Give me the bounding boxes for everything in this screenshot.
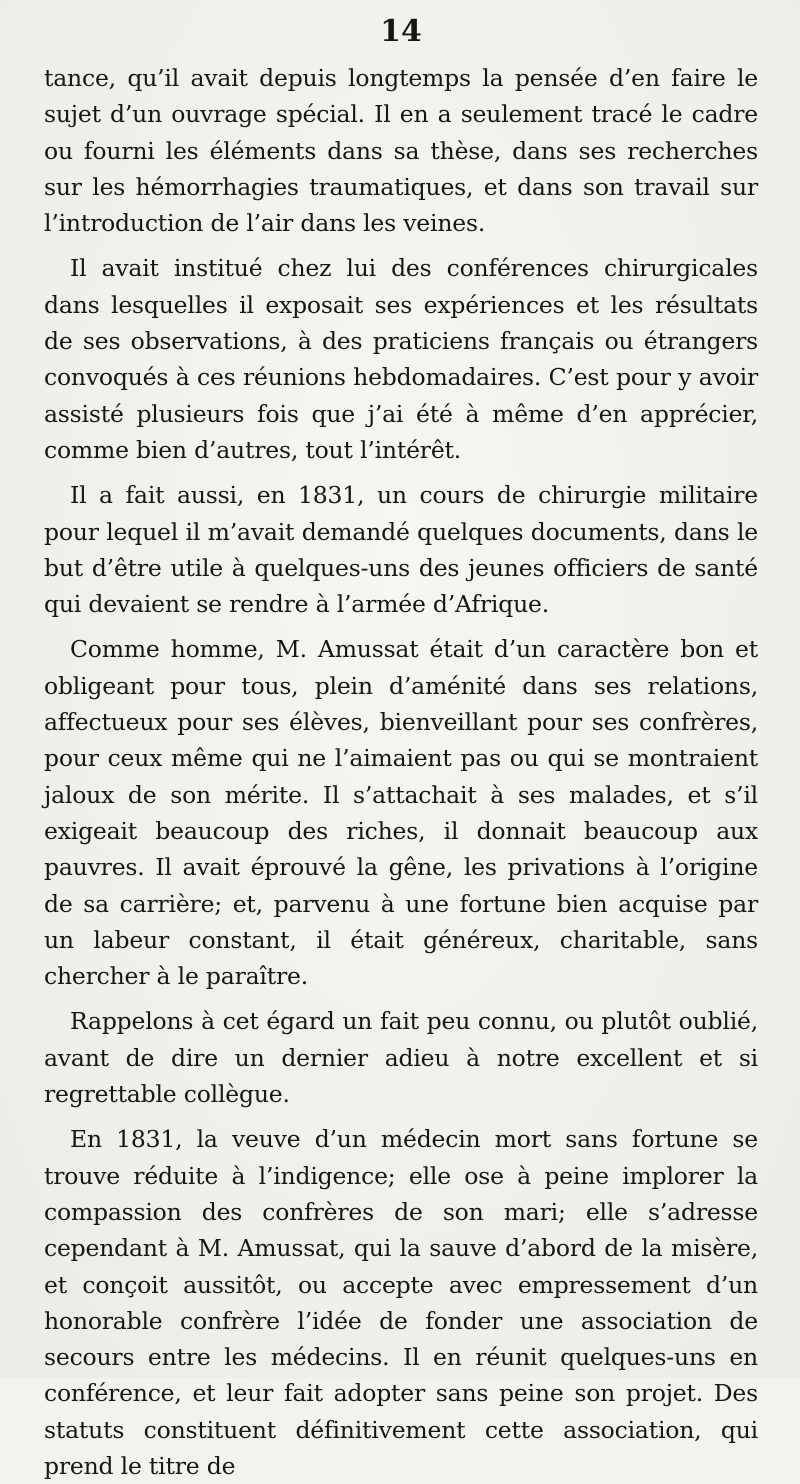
paragraph-6: En 1831, la veuve d’un médecin mort sans fortune se trouve réduite à l’indigence; elle ose à peine implorer la compassion des confrères de son mari; elle s’adresse cependant à M. Amussat, qui la sauve d’abord de la misère, et conçoit aussitôt, ou accepte avec empressement d’un honorable confrère l’idée de fonder une association de secours entre les médecins. Il en réunit quelques-uns en conférence, et leur fait adopter sans peine son projet. Des statuts constituent définitivement cette association, qui prend le titre de — [44, 1125, 758, 1480]
paragraph-5: Rappelons à cet égard un fait peu connu, ou plutôt oublié, avant de dire un dernier adieu à notre excellent et si regrettable collègue. — [44, 1007, 758, 1109]
paragraph-2: Il avait institué chez lui des conférences chirurgicales dans lesquelles il exposait ses expériences et les résultats de ses observations, à des praticiens français ou étrangers convoqués à ces réunions hebdomadaires. C’est pour y avoir assisté plusieurs fois que j’ai été à même d’en apprécier, comme bien d’autres, tout l’intérêt. — [44, 254, 758, 464]
page-number: 14 — [380, 14, 422, 49]
paragraph-3: Il a fait aussi, en 1831, un cours de chirurgie militaire pour lequel il m’avait demandé quelques documents, dans le but d’être utile à quelques-uns des jeunes officiers de santé qui devaient se rendre à l’armée d’Afrique. — [44, 481, 758, 619]
paragraph-1: tance, qu’il avait depuis longtemps la pensée d’en faire le sujet d’un ouvrage spécial. Il en a seulement tracé le cadre ou fourni les éléments dans sa thèse, dans ses recherches sur les hémorrhagies traumatiques, et dans son travail sur l’introduction de l’air dans les veines. — [44, 64, 758, 238]
paragraph-4: Comme homme, M. Amussat était d’un caractère bon et obligeant pour tous, plein d’aménité dans ses relations, affectueux pour ses élèves, bienveillant pour ses confrères, pour ceux même qui ne l’aimaient pas ou qui se montraient jaloux de son mérite. Il s’attachait à ses malades, et s’il exigeait beaucoup des riches, il donnait beaucoup aux pauvres. Il avait éprouvé la gêne, les privations à l’origine de sa carrière; et, parvenu à une fortune bien acquise par un labeur constant, il était généreux, charitable, sans chercher à le paraître. — [44, 635, 758, 991]
body-text — [44, 60, 758, 1484]
